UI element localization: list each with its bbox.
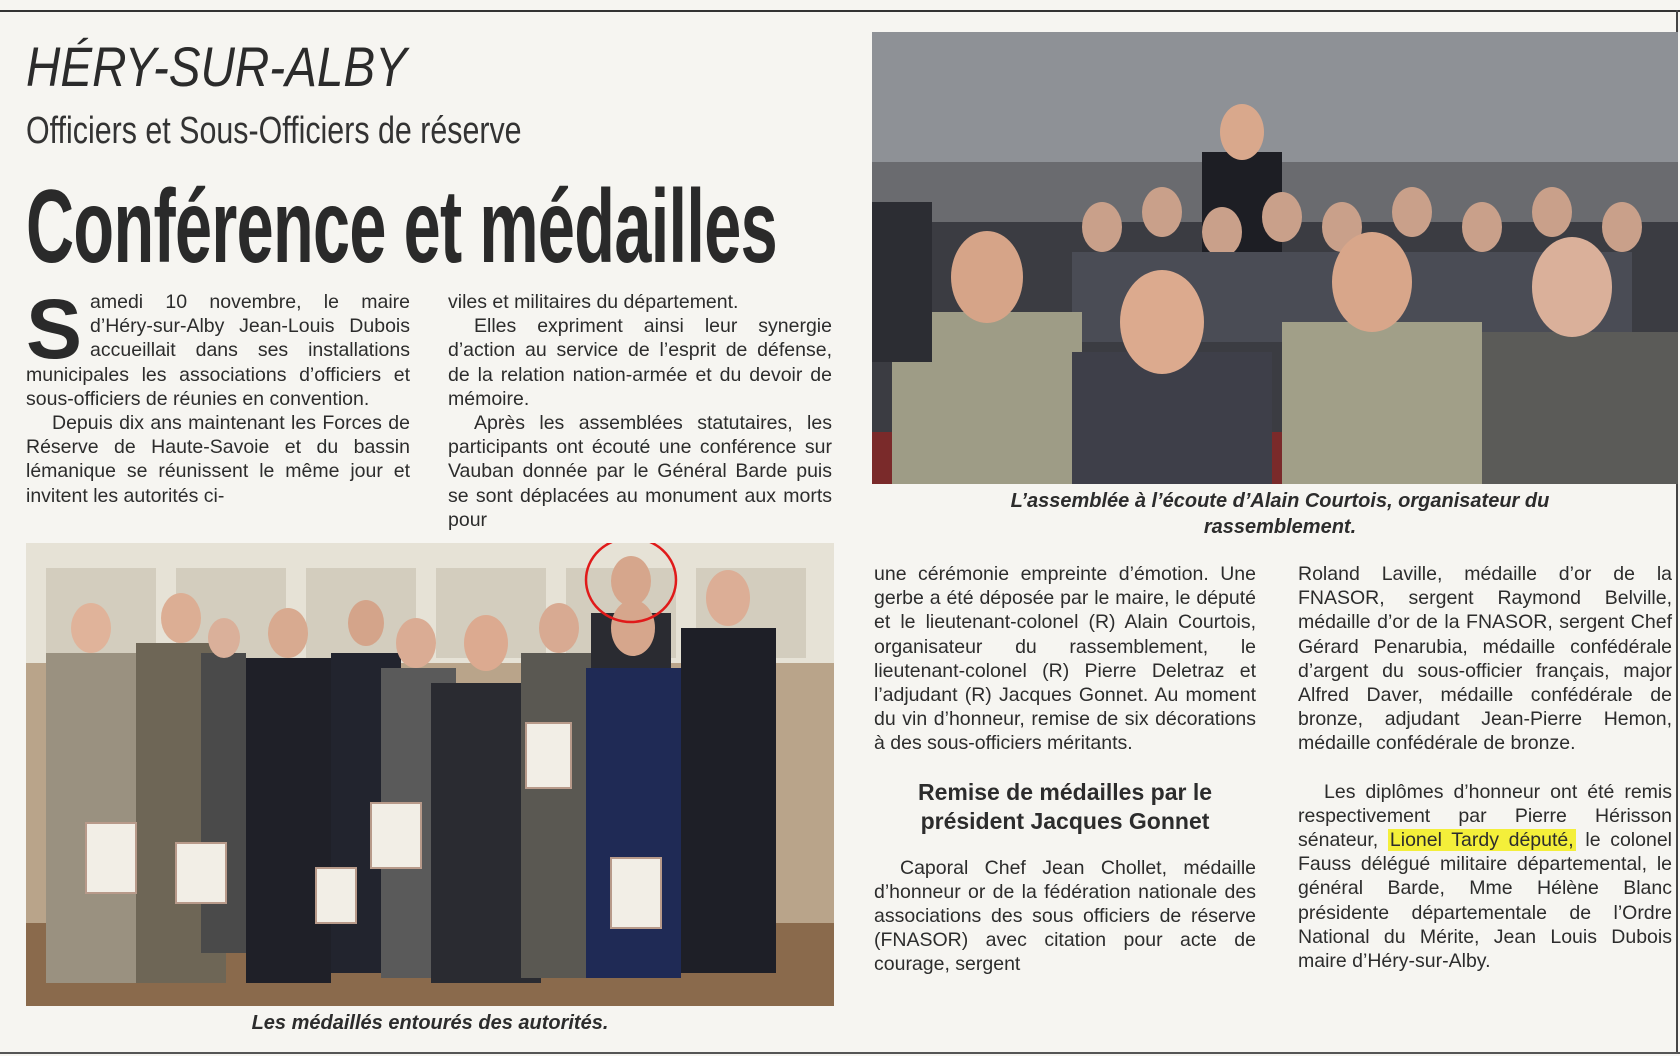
paragraph: Elles expriment ainsi leur synergie d’action au service de l’esprit de défense, de la relation nation-armée et du devoir de mémoire.	[448, 315, 832, 410]
highlighted-text: Lionel Tardy député,	[1389, 829, 1574, 852]
paragraph-text: Les diplômes d’honneur ont été remis respectivement par Pierre Hérisson sénateur,	[1298, 780, 1672, 852]
assembly-photo	[872, 32, 1678, 484]
text-column-4	[1298, 562, 1672, 973]
assembly-photo-image	[872, 32, 1678, 484]
paragraph: Roland Laville, médaille d’or de la FNASOR, sergent Raymond Belville, médaille d’or de la FNASOR, sergent Chef Gérard Penarubia, médaille confédérale d’argent du sous-officier français, major Alfred Daver, médaille confédérale de bronze, adjudant Jean-Pierre Hemon, médaille confédérale de bronze.	[1298, 563, 1672, 755]
medalists-photo	[26, 543, 834, 1006]
paragraph: une cérémonie empreinte d’émotion. Une gerbe a été déposée par le maire, le député et le lieutenant-colonel (R) Alain Courtois, organisateur du rassemblement, le lieutenant-colonel (R) Pierre Deletraz et l’adjudant (R) Jacques Gonnet. Au moment du vin d’honneur, remise de six décorations à des sous-officiers méritants.	[874, 563, 1256, 755]
page-top-border	[0, 10, 1680, 12]
section-subhead: Remise de médailles par le président Jacques Gonnet	[917, 778, 1213, 834]
page-bottom-border	[0, 1052, 1680, 1054]
medalists-photo-caption: Les médaillés entourés des autorités.	[251, 1012, 609, 1034]
drop-cap: S	[26, 282, 83, 376]
text-column-2	[448, 290, 832, 532]
text-column-3	[874, 562, 1256, 977]
paragraph: Caporal Chef Jean Chollet, médaille d’honneur or de la fédération nationale des associations des sous officiers de réserve (FNASOR) avec citation pour acte de courage, sergent	[874, 856, 1256, 976]
paragraph-text: le colonel Fauss délégué militaire départemental, le général Barde, Mme Hélène Blanc présidente départementale de l’Ordre National du Mérite, Jean Louis Dubois maire d’Héry-sur-Alby.	[1298, 829, 1672, 973]
paragraph: Depuis dix ans maintenant les Forces de Réserve de Haute-Savoie et du bassin lémanique se réunissent le même jour et invitent les autorités ci-	[26, 412, 410, 507]
article-subtitle: Officiers et Sous-Officiers de réserve	[26, 110, 522, 152]
paragraph: Après les assemblées statutaires, les participants ont écouté une conférence sur Vauban donnée par le Général Barde puis se sont déplacées au monument aux morts pour	[448, 412, 832, 531]
assembly-photo-caption: L’assemblée à l’écoute d’Alain Courtois, organisateur du rassemblement.	[1010, 490, 1550, 538]
paragraph	[1298, 780, 1672, 974]
article-location: HÉRY-SUR-ALBY	[26, 35, 407, 98]
article-headline: Conférence et médailles	[26, 169, 778, 285]
medalists-photo-image	[26, 543, 834, 1006]
paragraph: viles et militaires du département.	[448, 291, 739, 313]
paragraph: amedi 10 novembre, le maire d’Héry-sur-Alby Jean-Louis Dubois accueillait dans ses installations municipales les associations d’officiers et sous-officiers de réunies en convention.	[26, 291, 410, 410]
text-column-1	[26, 282, 410, 508]
